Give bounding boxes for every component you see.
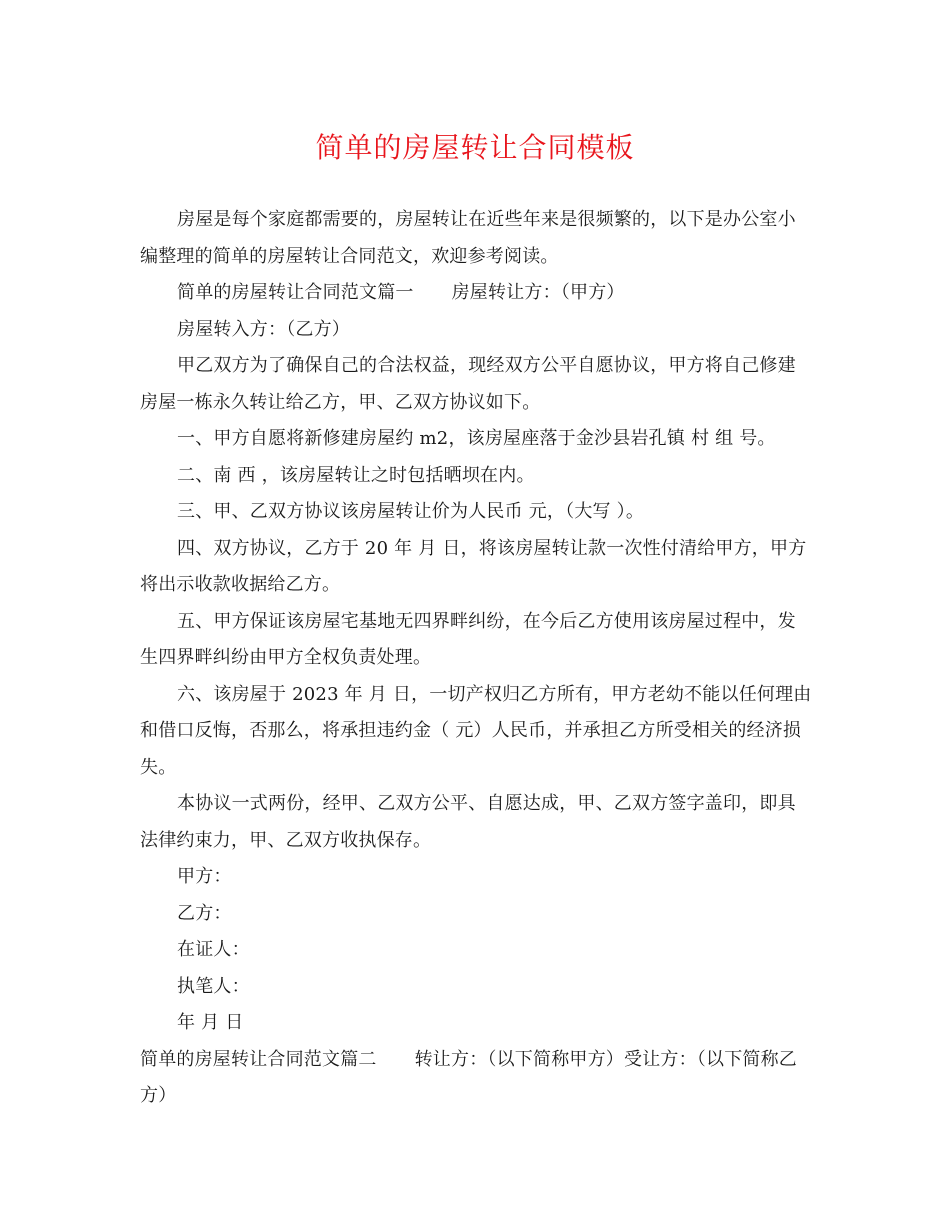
transferor-line: 房屋转让方：（甲方） [451,282,625,303]
clause-6: 六、该房屋于 2023 年 月 日，一切产权归乙方所有，甲方老幼不能以任何理由和借口反悔，否那么，将承担违约金（ 元）人民币，并承担乙方所受相关的经济损失。 [140,683,812,778]
clause-1: 一、甲方自愿将新修建房屋约 m2，该房屋座落于金沙县岩孔镇 村 组 号。 [177,428,776,449]
intro-paragraph: 房屋是每个家庭都需要的，房屋转让在近些年来是很频繁的，以下是办公室小编整理的简单的房屋转让合同范文，欢迎参考阅读。 [140,209,796,267]
signature-party-b: 乙方： [177,902,232,924]
clause-5: 五、甲方保证该房屋宅基地无四界畔纠纷，在今后乙方使用该房屋过程中，发生四界畔纠纷由甲方全权负责处理。 [140,610,796,668]
clause-4: 四、双方协议，乙方于 20 年 月 日，将该房屋转让款一次性付清给甲方，甲方将出示收款收据给乙方。 [140,537,807,595]
clause-2: 二、南 西 ，该房屋转让之时包括晒坝在内。 [177,464,535,486]
signature-party-a: 甲方： [177,866,232,887]
closing-paragraph: 本协议一式两份，经甲、乙双方公平、自愿达成，甲、乙双方签字盖印，即具法律约束力，甲、乙双方收执保存。 [140,793,796,851]
document-body [140,202,812,1115]
transferee-line: 房屋转入方：（乙方） [177,318,350,340]
section2-line [140,1042,812,1115]
section1-heading: 简单的房屋转让合同范文篇一 [177,282,414,303]
signature-date: 年 月 日 [177,1012,244,1033]
section1-heading-line [140,275,812,312]
agreement-preamble: 甲乙双方为了确保自己的合法权益，现经双方公平自愿协议，甲方将自己修建房屋一栋永久转让给乙方，甲、乙双方协议如下。 [140,355,796,413]
signature-witness: 在证人： [177,939,250,960]
document-title: 简单的房屋转让合同模板 [315,131,635,164]
section2-parties: 转让方：（以下简称甲方）受让方：（以下简称乙方） [140,1048,798,1106]
signature-writer: 执笔人： [177,975,250,997]
section2-heading: 简单的房屋转让合同范文篇二 [140,1048,377,1070]
clause-3: 三、甲、乙双方协议该房屋转让价为人民币 元，（大写 ）。 [177,501,645,522]
